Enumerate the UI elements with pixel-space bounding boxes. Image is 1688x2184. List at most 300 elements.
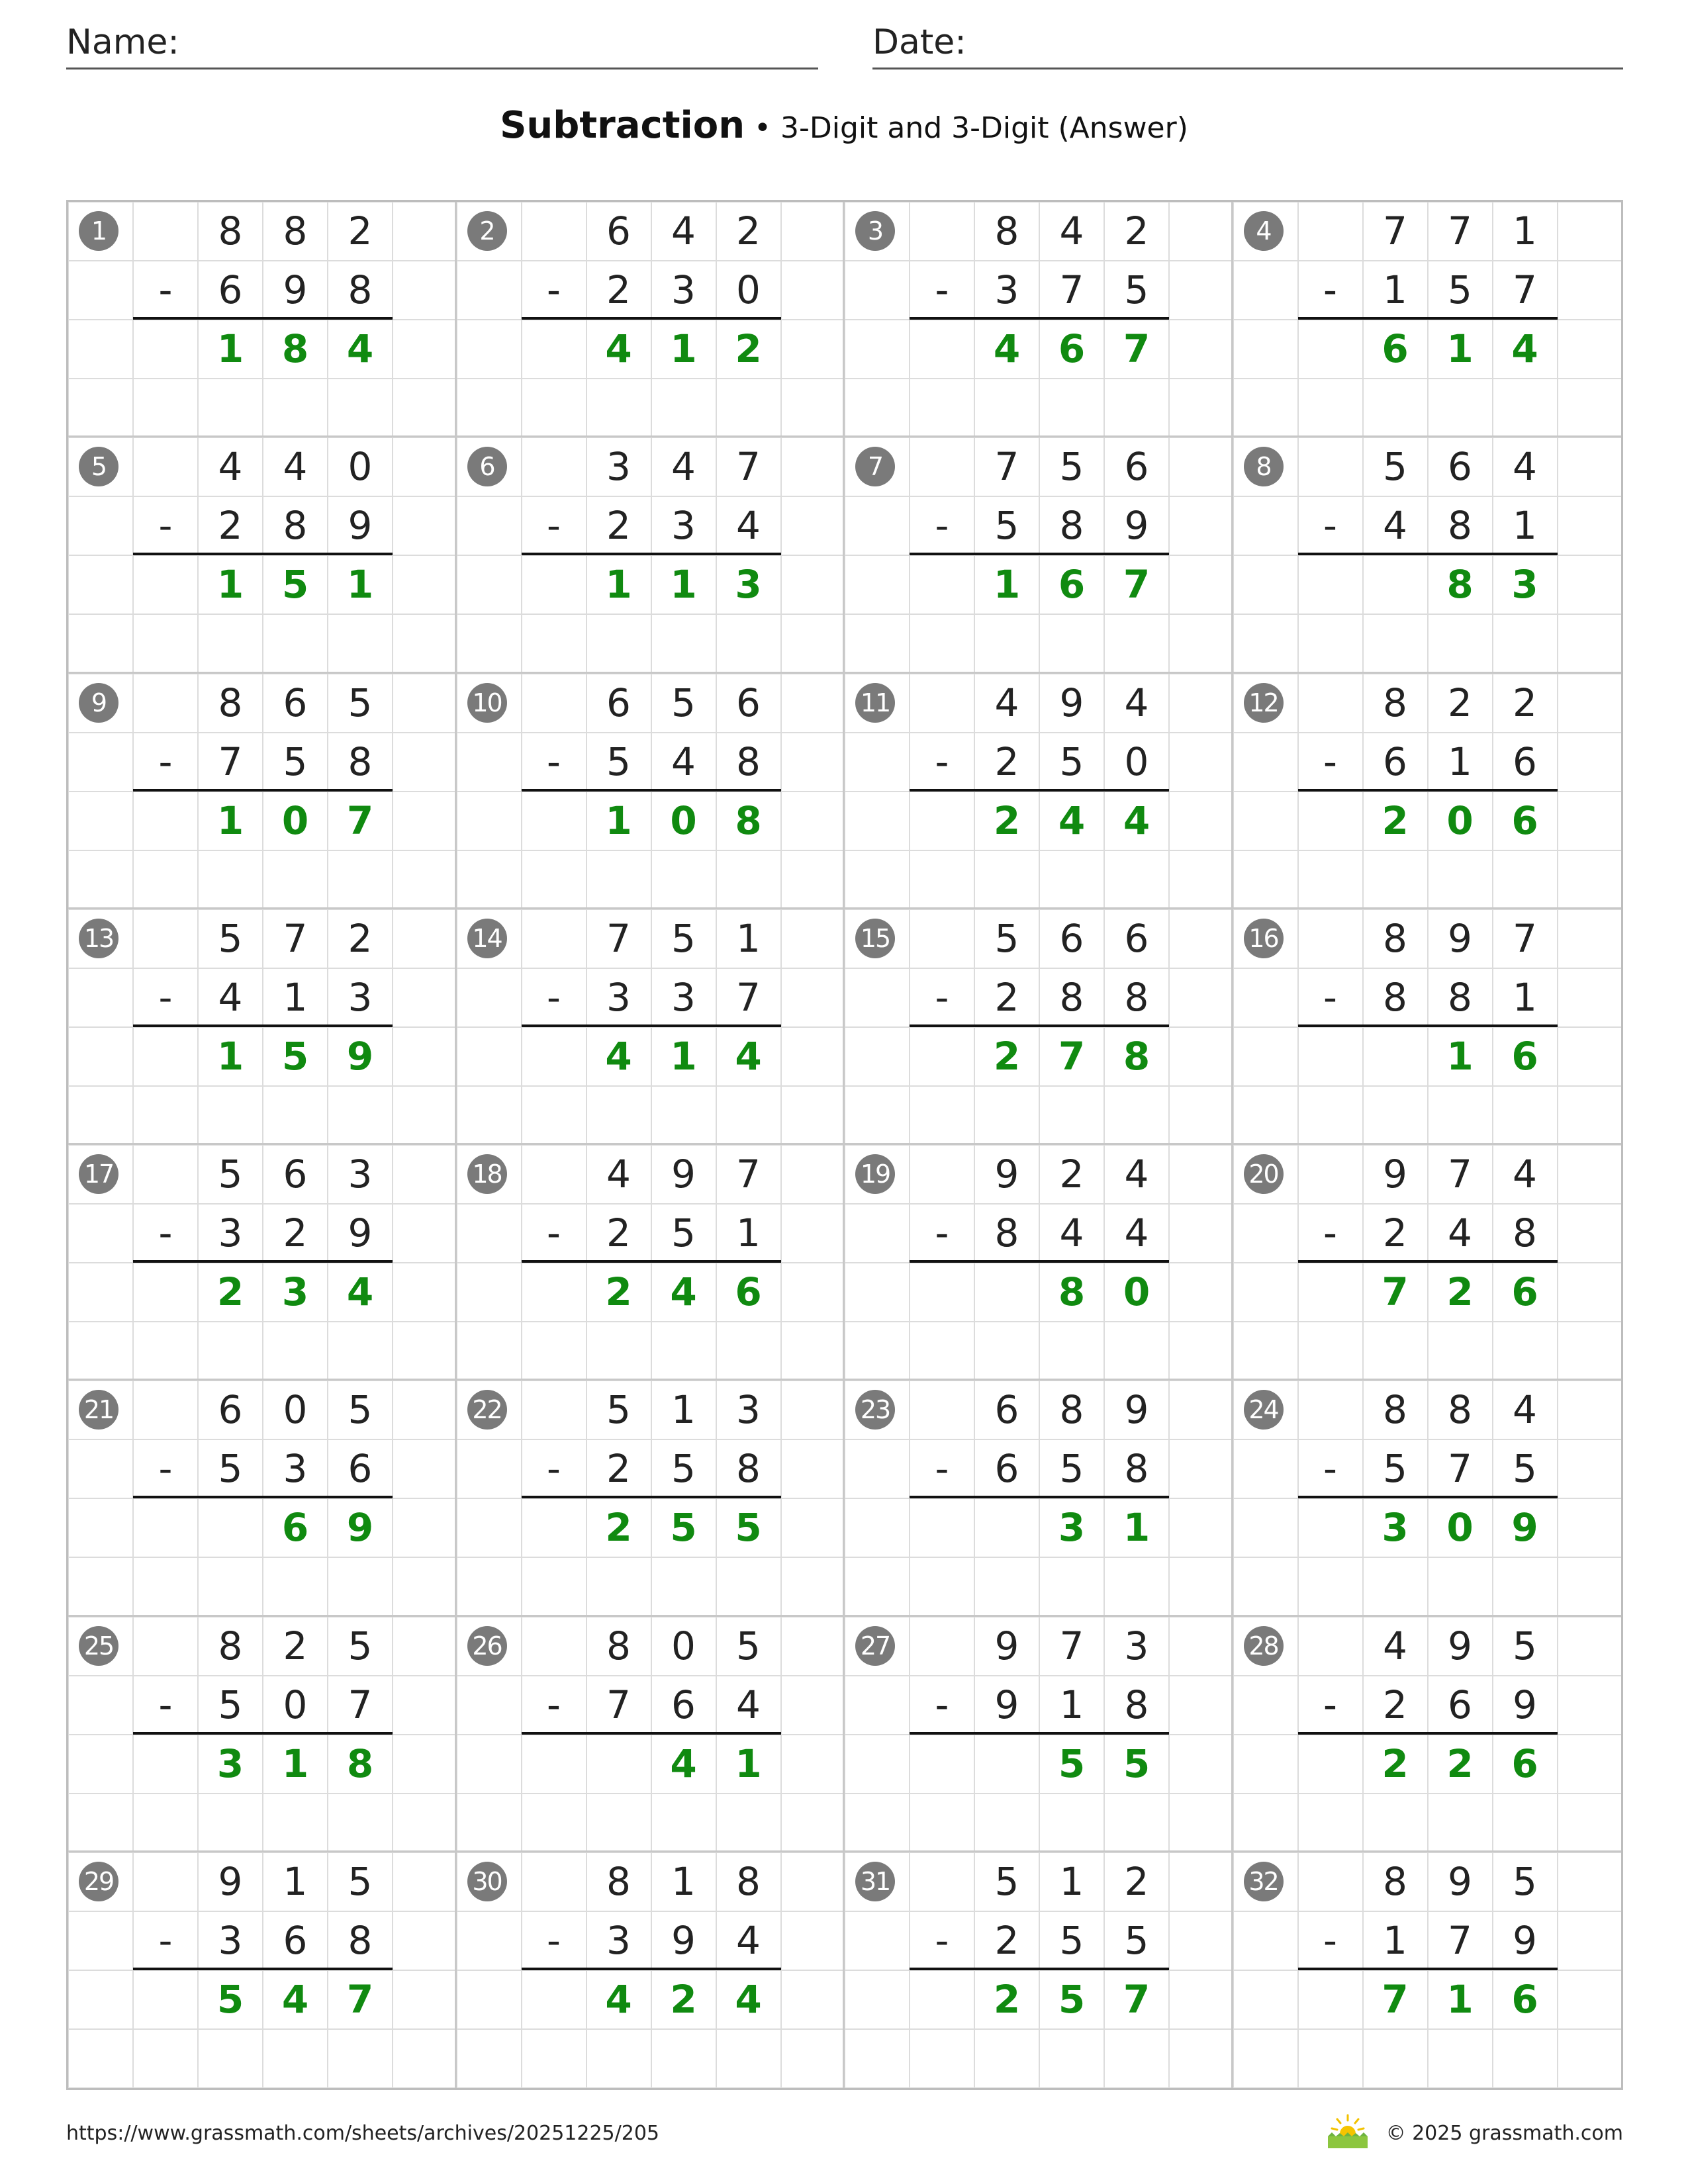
problem-10 [457,674,845,909]
subtrahend-digit: 8 [1448,503,1472,549]
minuend-digit: 2 [348,208,373,253]
subtrahend-digit: 1 [1513,974,1537,1020]
answer-digit[interactable]: 9 [346,1033,374,1079]
title-subtitle: • 3-Digit and 3-Digit (Answer) [745,111,1188,145]
minuend-digit: 9 [1448,1858,1472,1904]
minuend-digit: 9 [1448,1623,1472,1668]
minus-sign: - [158,1446,173,1492]
answer-row [1298,1735,1558,1794]
top-row [1298,202,1558,261]
bottom-row [522,1911,781,1970]
minuend-digit: 2 [1124,1858,1149,1904]
subtrahend-digit: 2 [606,1446,631,1492]
subtrahend-digit: 5 [1513,1446,1537,1492]
minuend-digit: 8 [1383,1387,1407,1433]
subtrahend-digit: 7 [1448,1446,1472,1492]
subtrahend-digit: 9 [348,1210,373,1255]
subtrahend-digit: 1 [1448,739,1472,784]
top-row [1298,1617,1558,1676]
minuend-digit: 4 [671,444,696,490]
minuend-digit: 6 [1124,444,1149,490]
bottom-row [1298,261,1558,320]
answer-digit[interactable]: 8 [1058,1269,1086,1314]
answer-digit[interactable]: 3 [1382,1505,1409,1551]
answer-digit[interactable]: 3 [1058,1505,1086,1551]
minuend-digit: 3 [606,444,631,490]
answer-digit[interactable] [974,1498,1039,1557]
answer-digit[interactable]: 0 [1123,1269,1150,1314]
date-line[interactable] [872,68,1623,69]
subtrahend-digit: 1 [283,974,308,1020]
answer-digit[interactable]: 5 [281,562,309,608]
answer-digit[interactable]: 4 [346,1269,374,1314]
answer-digit[interactable]: 1 [670,326,697,371]
answer-digit[interactable]: 1 [670,1033,697,1079]
answer-digit[interactable]: 8 [1446,562,1474,608]
answer-row [1298,1027,1558,1086]
minus-sign: - [935,739,949,784]
subtrahend-digit: 8 [1448,974,1472,1020]
subtrahend-digit: 1 [1513,503,1537,549]
answer-rule-line [910,317,1169,320]
answer-digit[interactable]: 1 [216,562,244,608]
answer-digit[interactable]: 4 [346,326,374,371]
subtrahend-digit: 5 [283,739,308,784]
minus-sign: - [158,974,173,1020]
answer-digit[interactable]: 6 [735,1269,762,1314]
minuend-digit: 2 [1448,680,1472,725]
answer-row [1298,555,1558,614]
answer-digit[interactable]: 4 [670,1269,697,1314]
problem-11 [845,674,1233,909]
minuend-digit: 2 [348,915,373,961]
answer-row [133,1970,393,2029]
answer-digit[interactable]: 5 [735,1505,762,1551]
bottom-row [522,261,781,320]
answer-digit[interactable]: 2 [605,1269,632,1314]
minuend-digit: 4 [1059,208,1084,253]
problem-8 [1233,437,1622,673]
answer-digit[interactable]: 4 [605,1976,632,2022]
answer-digit[interactable]: 6 [1058,326,1086,371]
subtrahend-digit: 5 [1059,1917,1084,1963]
subtrahend-digit: 6 [283,1917,308,1963]
answer-row [910,1263,1169,1322]
answer-digit[interactable]: 7 [1123,326,1150,371]
subtrahend-digit: 4 [218,974,243,1020]
subtrahend-digit: 6 [1383,739,1407,784]
answer-digit[interactable]: 7 [346,797,374,843]
answer-digit[interactable]: 2 [670,1976,697,2022]
minuend-digit: 6 [283,1152,308,1197]
answer-digit[interactable]: 7 [1382,1976,1409,2022]
minus-sign: - [935,1446,949,1492]
problem-number-badge: 32 [1244,1862,1284,1901]
minuend-digit: 4 [1383,1623,1407,1668]
minus-sign: - [1323,1682,1337,1727]
answer-digit[interactable]: 1 [346,562,374,608]
answer-digit[interactable] [1363,555,1428,614]
answer-digit[interactable]: 6 [1511,1976,1538,2022]
subtrahend-digit: 8 [348,739,373,784]
answer-row [910,1498,1169,1557]
minuend-digit: 5 [671,915,696,961]
answer-digit[interactable]: 7 [1382,1269,1409,1314]
answer-digit[interactable]: 1 [1123,1505,1150,1551]
answer-rule-line [910,1024,1169,1027]
subtrahend-digit: 3 [606,1917,631,1963]
bottom-row [133,496,393,555]
problem-5 [68,437,457,673]
subtrahend-digit: 1 [1059,1682,1084,1727]
minuend-digit: 9 [1448,915,1472,961]
subtrahend-digit: 2 [283,1210,308,1255]
answer-digit[interactable]: 5 [670,1505,697,1551]
minuend-digit: 8 [994,208,1019,253]
minus-sign: - [935,267,949,312]
answer-digit[interactable]: 1 [735,1741,762,1786]
answer-digit[interactable]: 5 [1058,1741,1086,1786]
answer-digit[interactable]: 0 [1446,797,1474,843]
bottom-row [910,496,1169,555]
answer-digit[interactable]: 6 [1511,1033,1538,1079]
subtrahend-digit: 4 [1448,1210,1472,1255]
problem-6 [457,437,845,673]
problem-16 [1233,909,1622,1145]
subtrahend-digit: 2 [606,1210,631,1255]
top-row [133,202,393,261]
answer-digit[interactable]: 4 [735,1033,762,1079]
minuend-digit: 9 [1059,680,1084,725]
answer-rule-line [910,1732,1169,1735]
subtrahend-digit: 0 [1124,739,1149,784]
bottom-row [133,968,393,1027]
subtrahend-digit: 8 [348,1917,373,1963]
answer-row [910,792,1169,850]
problem-number-badge: 15 [855,919,895,958]
answer-digit[interactable]: 1 [605,797,632,843]
page-title [0,104,1688,147]
answer-digit[interactable]: 8 [346,1741,374,1786]
answer-digit[interactable] [1363,1027,1428,1086]
subtrahend-digit: 8 [1059,974,1084,1020]
subtrahend-digit: 6 [994,1446,1019,1492]
problem-number-badge: 23 [855,1390,895,1430]
minuend-digit: 5 [348,680,373,725]
minuend-digit: 3 [736,1387,761,1433]
minuend-digit: 9 [218,1858,243,1904]
subtrahend-digit: 1 [1383,267,1407,312]
problem-22 [457,1381,845,1616]
answer-digit[interactable]: 5 [281,1033,309,1079]
problem-25 [68,1617,457,1852]
problem-number-badge: 30 [467,1862,507,1901]
minuend-digit: 6 [736,680,761,725]
bottom-row [133,1911,393,1970]
answer-digit[interactable]: 8 [735,797,762,843]
bottom-row [133,1439,393,1498]
subtrahend-digit: 9 [348,503,373,549]
subtrahend-digit: 4 [736,1917,761,1963]
problem-number-badge: 3 [855,211,895,251]
subtrahend-digit: 8 [1059,503,1084,549]
problem-32 [1233,1852,1622,2088]
minuend-digit: 3 [1124,1623,1149,1668]
subtrahend-digit: 5 [671,1446,696,1492]
answer-digit[interactable]: 7 [1058,1033,1086,1079]
top-row [910,437,1169,496]
answer-digit[interactable]: 2 [1446,1269,1474,1314]
answer-digit[interactable]: 1 [216,797,244,843]
answer-row [522,1027,781,1086]
subtrahend-digit: 2 [1383,1210,1407,1255]
minuend-digit: 6 [1059,915,1084,961]
answer-digit[interactable]: 3 [281,1269,309,1314]
answer-row [522,792,781,850]
answer-row [522,1735,781,1794]
minuend-digit: 5 [348,1858,373,1904]
answer-digit[interactable] [974,1735,1039,1794]
answer-digit[interactable]: 1 [1446,326,1474,371]
minuend-digit: 5 [1513,1623,1537,1668]
top-row [522,909,781,968]
answer-digit[interactable]: 4 [735,1976,762,2022]
subtrahend-digit: 5 [606,739,631,784]
minus-sign: - [935,503,949,549]
problem-15 [845,909,1233,1145]
answer-digit[interactable]: 2 [605,1505,632,1551]
answer-digit[interactable]: 4 [605,326,632,371]
answer-digit[interactable]: 1 [281,1741,309,1786]
bottom-row [1298,496,1558,555]
answer-row [1298,1498,1558,1557]
top-row [1298,437,1558,496]
answer-digit[interactable]: 2 [1382,1741,1409,1786]
problem-14 [457,909,845,1145]
bottom-row [910,1439,1169,1498]
minuend-digit: 7 [283,915,308,961]
subtrahend-digit: 1 [1383,1917,1407,1963]
answer-rule-line [133,1968,393,1970]
answer-digit[interactable]: 0 [1446,1505,1474,1551]
subtrahend-digit: 1 [736,1210,761,1255]
subtrahend-digit: 7 [348,1682,373,1727]
answer-digit[interactable]: 2 [1446,1741,1474,1786]
answer-digit[interactable]: 2 [993,1033,1021,1079]
answer-row [522,1498,781,1557]
answer-rule-line [1298,789,1558,792]
subtrahend-digit: 6 [218,267,243,312]
answer-digit[interactable]: 5 [216,1976,244,2022]
subtrahend-digit: 8 [283,503,308,549]
subtrahend-digit: 3 [218,1210,243,1255]
problem-number-badge: 24 [1244,1390,1284,1430]
subtrahend-digit: 4 [736,503,761,549]
bottom-row [133,733,393,792]
answer-digit[interactable]: 1 [1446,1033,1474,1079]
answer-digit[interactable]: 4 [993,326,1021,371]
problem-number-badge: 31 [855,1862,895,1901]
answer-digit[interactable] [974,1263,1039,1322]
answer-rule-line [133,1732,393,1735]
answer-digit[interactable]: 0 [281,797,309,843]
problem-number-badge: 17 [79,1154,118,1194]
minuend-digit: 7 [1513,915,1537,961]
minuend-digit: 7 [1448,1152,1472,1197]
minuend-digit: 5 [1513,1858,1537,1904]
answer-rule-line [1298,1024,1558,1027]
answer-digit[interactable]: 2 [993,1976,1021,2022]
subtrahend-digit: 2 [606,267,631,312]
subtrahend-digit: 8 [1383,974,1407,1020]
answer-digit[interactable]: 6 [281,1505,309,1551]
top-row [522,202,781,261]
problem-number-badge: 10 [467,683,507,723]
subtrahend-digit: 8 [736,739,761,784]
answer-digit[interactable]: 1 [216,326,244,371]
answer-digit[interactable]: 6 [1382,326,1409,371]
problem-2 [457,202,845,437]
subtrahend-digit: 2 [994,1917,1019,1963]
answer-row [1298,320,1558,379]
answer-digit[interactable]: 6 [1511,1269,1538,1314]
bottom-row [522,496,781,555]
footer-url: https://www.grassmath.com/sheets/archives/20251225/205 [66,2122,660,2145]
subtrahend-digit: 4 [1124,1210,1149,1255]
minuend-digit: 6 [218,1387,243,1433]
minuend-digit: 7 [606,915,631,961]
answer-digit[interactable]: 4 [281,1976,309,2022]
minuend-digit: 8 [1383,680,1407,725]
subtrahend-digit: 2 [218,503,243,549]
answer-digit[interactable]: 7 [346,1976,374,2022]
answer-digit[interactable]: 2 [216,1269,244,1314]
subtrahend-digit: 2 [606,503,631,549]
minuend-digit: 2 [1059,1152,1084,1197]
minuend-digit: 5 [671,680,696,725]
answer-digit[interactable]: 7 [1123,1976,1150,2022]
answer-rule-line [522,1968,781,1970]
answer-row [133,555,393,614]
minus-sign: - [935,1682,949,1727]
minuend-digit: 1 [736,915,761,961]
problem-number-badge: 18 [467,1154,507,1194]
answer-digit[interactable] [586,1735,651,1794]
answer-digit[interactable]: 4 [1511,326,1538,371]
top-row [1298,1145,1558,1204]
answer-digit[interactable]: 6 [1511,1741,1538,1786]
subtrahend-digit: 9 [994,1682,1019,1727]
name-line[interactable] [66,68,818,69]
subtrahend-digit: 4 [1383,503,1407,549]
minus-sign: - [158,267,173,312]
top-row [133,1145,393,1204]
answer-digit[interactable]: 8 [281,326,309,371]
answer-digit[interactable]: 9 [1511,1505,1538,1551]
answer-rule-line [910,553,1169,555]
answer-digit[interactable]: 6 [1511,797,1538,843]
minuend-digit: 6 [1448,444,1472,490]
problem-3 [845,202,1233,437]
answer-digit[interactable]: 2 [735,326,762,371]
top-row [910,1852,1169,1911]
answer-row [910,1735,1169,1794]
problem-28 [1233,1617,1622,1852]
answer-digit[interactable]: 3 [735,562,762,608]
problem-number-badge: 11 [855,683,895,723]
minus-sign: - [1323,503,1337,549]
answer-digit[interactable]: 6 [1058,562,1086,608]
answer-digit[interactable]: 2 [993,797,1021,843]
subtrahend-digit: 5 [1383,1446,1407,1492]
problem-17 [68,1145,457,1381]
subtrahend-digit: 6 [348,1446,373,1492]
answer-digit[interactable]: 0 [670,797,697,843]
problem-number-badge: 1 [79,211,118,251]
subtrahend-digit: 3 [671,974,696,1020]
bottom-row [133,1676,393,1735]
answer-digit[interactable]: 4 [605,1033,632,1079]
minus-sign: - [1323,974,1337,1020]
problem-number-badge: 20 [1244,1154,1284,1194]
answer-rule-line [910,1968,1169,1970]
answer-digit[interactable]: 1 [993,562,1021,608]
answer-digit[interactable]: 1 [605,562,632,608]
subtrahend-digit: 5 [1059,1446,1084,1492]
answer-digit[interactable]: 4 [670,1741,697,1786]
answer-digit[interactable]: 9 [346,1505,374,1551]
answer-digit[interactable]: 5 [1058,1976,1086,2022]
answer-digit[interactable]: 8 [1123,1033,1150,1079]
answer-digit[interactable]: 5 [1123,1741,1150,1786]
answer-digit[interactable]: 4 [1058,797,1086,843]
subtrahend-digit: 6 [1513,739,1537,784]
minus-sign: - [547,974,561,1020]
answer-digit[interactable]: 1 [1446,1976,1474,2022]
problem-number-badge: 26 [467,1626,507,1666]
top-row [1298,909,1558,968]
answer-digit[interactable]: 4 [1123,797,1150,843]
problem-29 [68,1852,457,2088]
problem-26 [457,1617,845,1852]
date-label: Date: [872,23,966,62]
minus-sign: - [1323,739,1337,784]
subtrahend-digit: 6 [671,1682,696,1727]
bottom-row [910,261,1169,320]
top-row [522,674,781,733]
subtrahend-digit: 2 [994,974,1019,1020]
answer-rule-line [522,789,781,792]
answer-digit[interactable]: 7 [1123,562,1150,608]
answer-rule-line [910,789,1169,792]
answer-digit[interactable]: 1 [216,1033,244,1079]
answer-digit[interactable]: 1 [670,562,697,608]
answer-digit[interactable]: 3 [216,1741,244,1786]
minus-sign: - [547,1210,561,1255]
subtrahend-digit: 5 [1124,1917,1149,1963]
answer-rule-line [1298,1496,1558,1498]
subtrahend-digit: 0 [283,1682,308,1727]
answer-digit[interactable]: 2 [1382,797,1409,843]
minuend-digit: 7 [1383,208,1407,253]
answer-row [522,320,781,379]
minuend-digit: 4 [1124,1152,1149,1197]
answer-digit[interactable]: 3 [1511,562,1538,608]
top-row [522,1617,781,1676]
answer-rule-line [1298,553,1558,555]
minuend-digit: 6 [994,1387,1019,1433]
answer-digit[interactable] [198,1498,263,1557]
